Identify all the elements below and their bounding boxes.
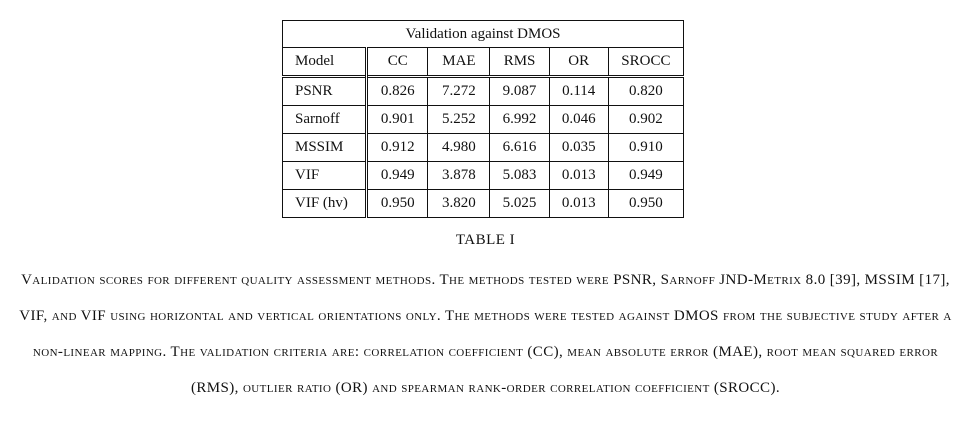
model-name-cell: VIF (283, 162, 367, 190)
column-header-model: Model (283, 48, 367, 77)
results-table (282, 20, 684, 218)
column-header-cc: CC (367, 48, 428, 77)
rms-cell: 5.025 (490, 190, 549, 218)
table-header-row (283, 48, 684, 77)
srocc-cell: 0.820 (608, 77, 683, 106)
model-name-cell: MSSIM (283, 134, 367, 162)
srocc-cell: 0.949 (608, 162, 683, 190)
table-row (283, 162, 684, 190)
column-header-srocc: SROCC (608, 48, 683, 77)
or-cell: 0.013 (549, 162, 608, 190)
or-cell: 0.013 (549, 190, 608, 218)
table-row (283, 106, 684, 134)
column-header-mae: MAE (428, 48, 490, 77)
table-row (283, 77, 684, 106)
srocc-cell: 0.950 (608, 190, 683, 218)
or-cell: 0.114 (549, 77, 608, 106)
mae-cell: 5.252 (428, 106, 490, 134)
column-header-or: OR (549, 48, 608, 77)
mae-cell: 3.820 (428, 190, 490, 218)
srocc-cell: 0.910 (608, 134, 683, 162)
table-title-row (283, 21, 684, 48)
model-name-cell: VIF (hv) (283, 190, 367, 218)
table-row (283, 134, 684, 162)
cc-cell: 0.950 (367, 190, 428, 218)
cc-cell: 0.949 (367, 162, 428, 190)
rms-cell: 9.087 (490, 77, 549, 106)
rms-cell: 6.992 (490, 106, 549, 134)
rms-cell: 6.616 (490, 134, 549, 162)
column-header-rms: RMS (490, 48, 549, 77)
table-title: Validation against DMOS (283, 21, 684, 48)
mae-cell: 3.878 (428, 162, 490, 190)
or-cell: 0.035 (549, 134, 608, 162)
mae-cell: 4.980 (428, 134, 490, 162)
or-cell: 0.046 (549, 106, 608, 134)
model-name-cell: Sarnoff (283, 106, 367, 134)
table-caption: Validation scores for different quality assessment methods. The methods tested were PSNR, Sarnoff JND-Metrix 8.0 [39], MSSIM [17], VIF, and VIF using horizontal and vertical orientations only. The methods were tested against DMOS from the subjective study after a non-linear mapping. The validation criteria are: correlation coefficient (CC), mean absolute error (MAE), root mean squared error (RMS), outlier ratio (OR) and spearman rank-order correlation coefficient (SROCC). (19, 272, 952, 396)
mae-cell: 7.272 (428, 77, 490, 106)
table-row (283, 190, 684, 218)
cc-cell: 0.912 (367, 134, 428, 162)
table-label: TABLE I (455, 232, 516, 248)
srocc-cell: 0.902 (608, 106, 683, 134)
cc-cell: 0.826 (367, 77, 428, 106)
cc-cell: 0.901 (367, 106, 428, 134)
model-name-cell: PSNR (283, 77, 367, 106)
rms-cell: 5.083 (490, 162, 549, 190)
